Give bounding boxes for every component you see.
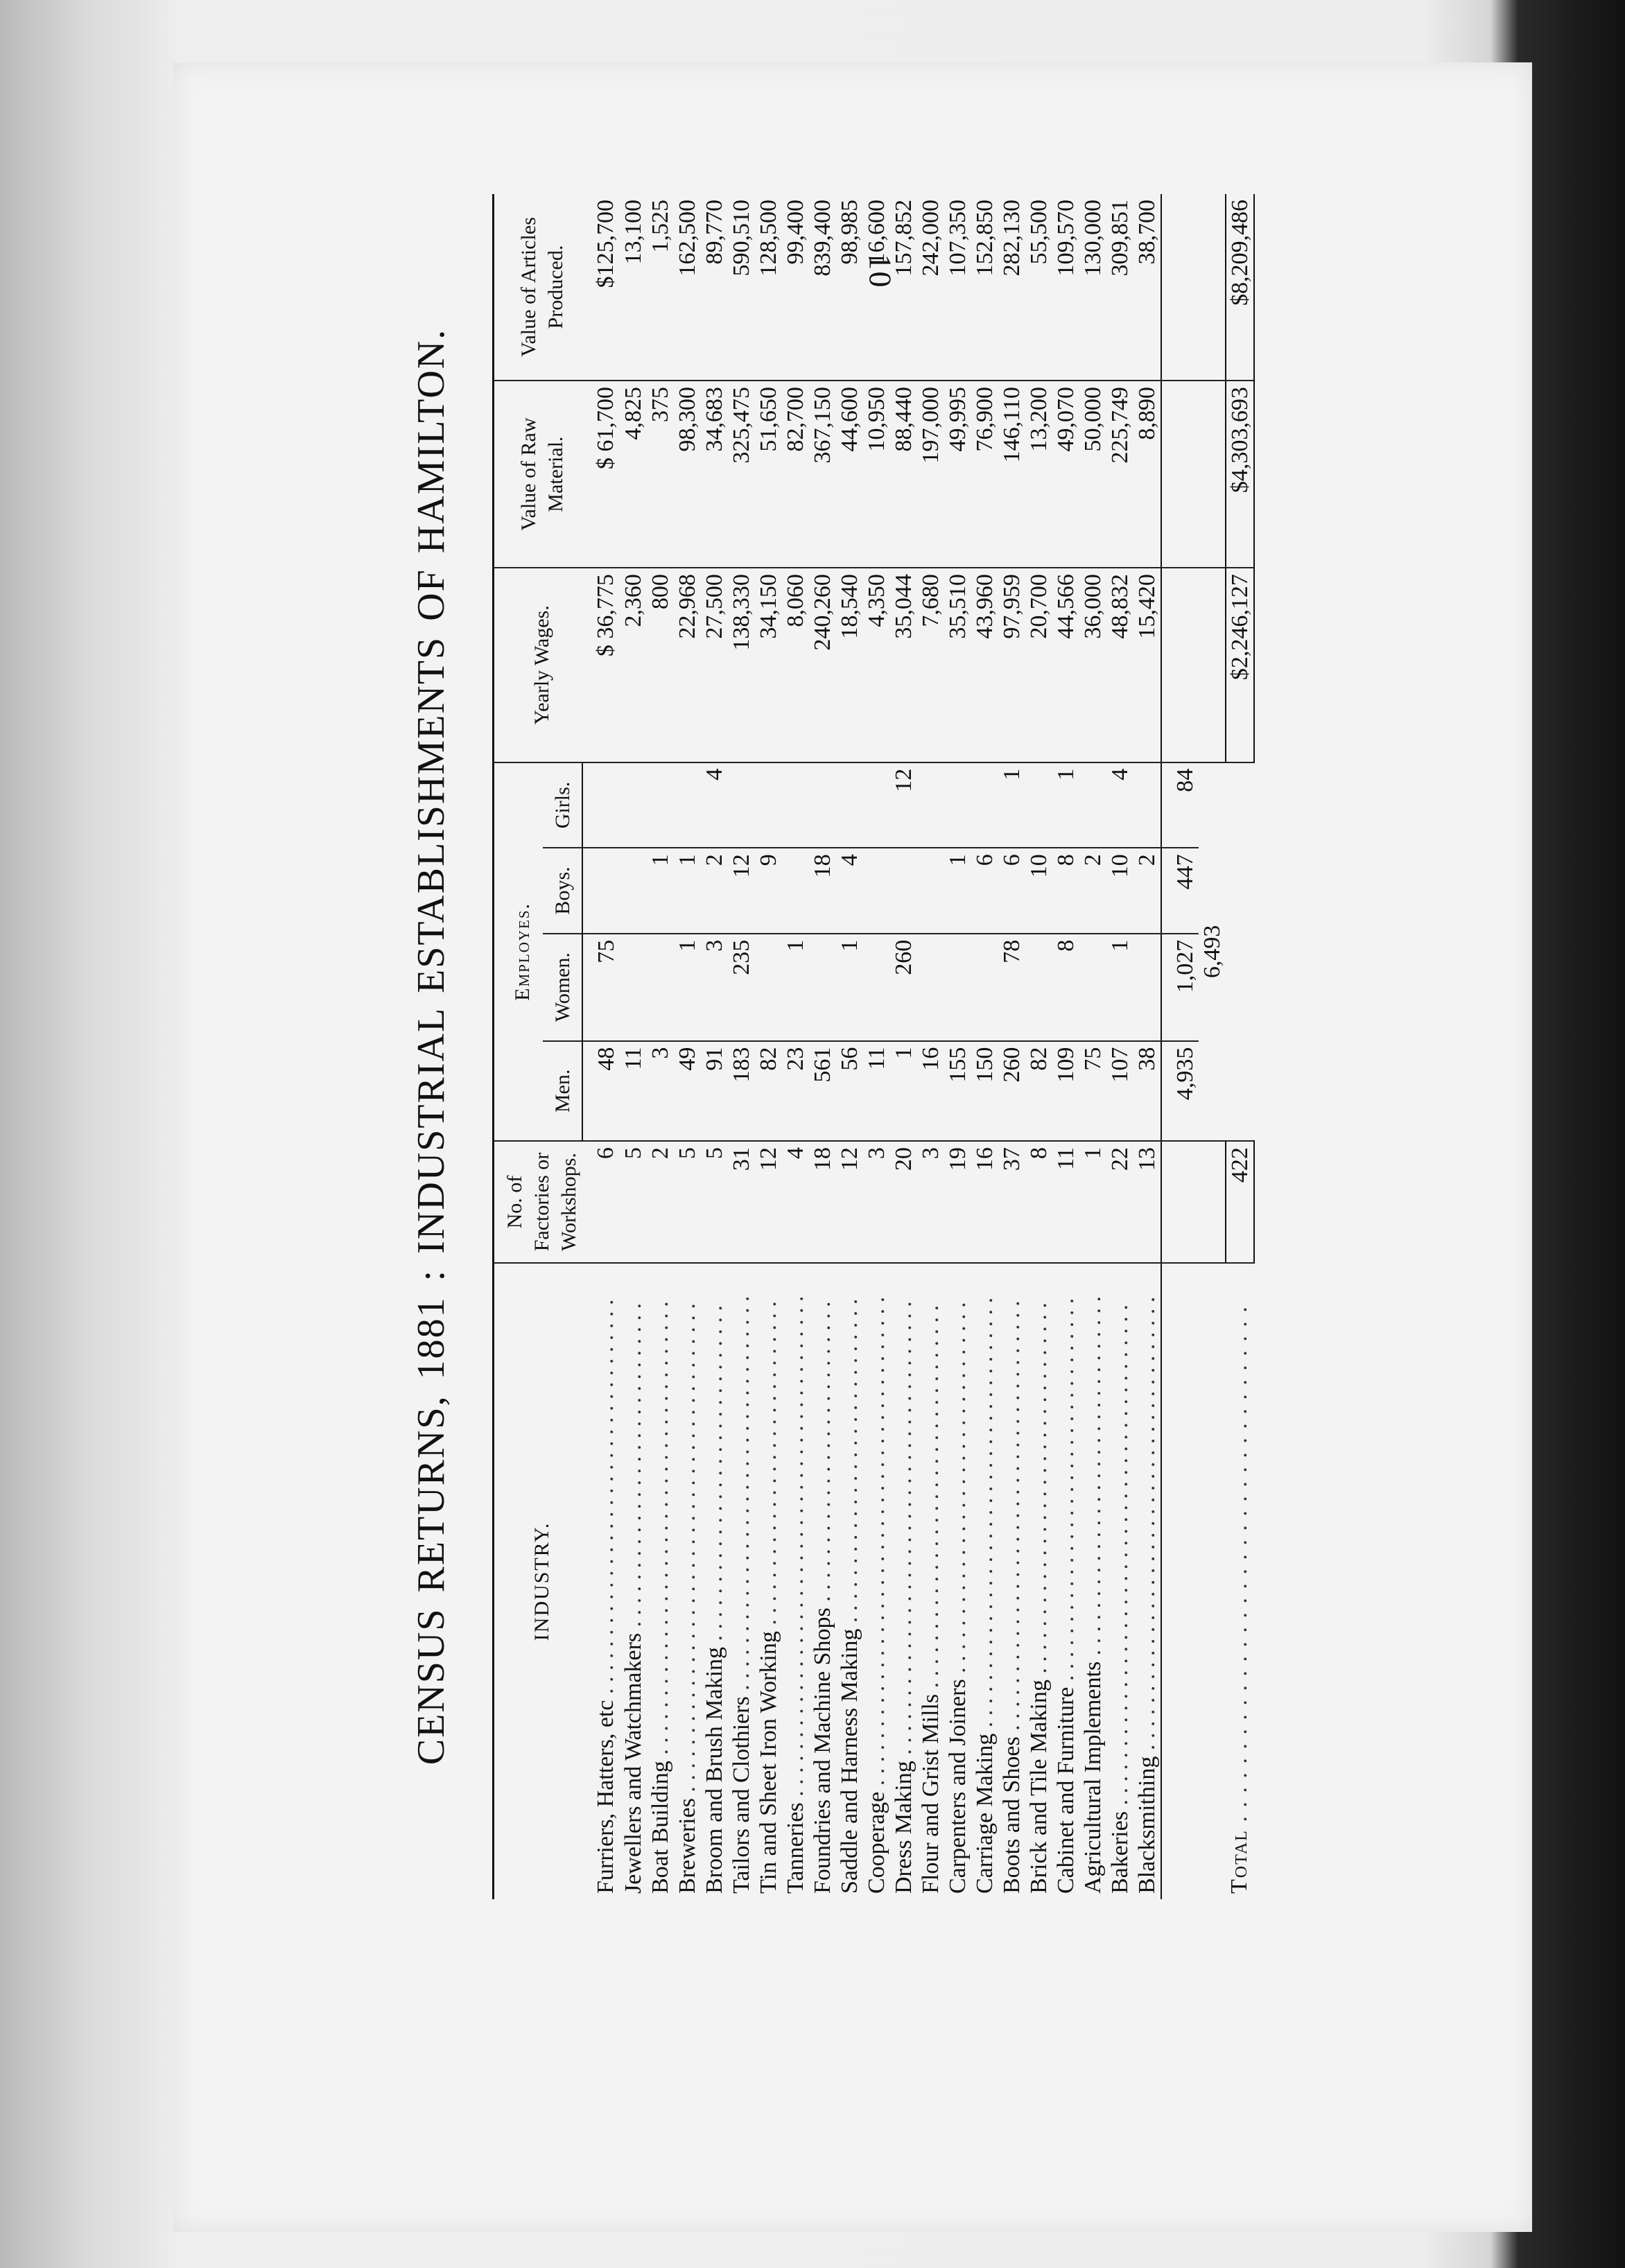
- grand-spacer-wages: [1199, 568, 1226, 762]
- table-row: [998, 194, 1025, 1899]
- cell-boys: 18: [809, 848, 836, 934]
- page-title: CENSUS RETURNS, 1881 : INDUSTRIAL ESTABLISHMENTS OF HAMILTON.: [410, 328, 453, 1765]
- cell-men: 561: [809, 1041, 836, 1141]
- cell-women: [620, 934, 647, 1041]
- industry-name: Blacksmithing . . .: [1133, 1298, 1161, 1894]
- cell-articles-produced: 107,350: [944, 194, 971, 381]
- cell-men: 183: [728, 1041, 755, 1141]
- industry-name: Broom and Brush Making . . .: [701, 1298, 728, 1894]
- table-row: [971, 194, 998, 1899]
- cell-boys: 10: [1106, 848, 1133, 934]
- cell-factories: 37: [998, 1141, 1025, 1263]
- cell-boys: 12: [728, 848, 755, 934]
- cell-yearly-wages: $ 36,775: [582, 568, 620, 762]
- total-articles-produced: $8,209,486: [1226, 194, 1254, 381]
- industry-name: Agricultural Implements . . .: [1079, 1298, 1106, 1894]
- cell-boys: [890, 848, 917, 934]
- subtotal-boys: 447: [1161, 848, 1199, 934]
- cell-boys: 8: [1052, 848, 1079, 934]
- table-totals: [1161, 194, 1254, 1899]
- cell-men: 11: [620, 1041, 647, 1141]
- cell-articles-produced: 282,130: [998, 194, 1025, 381]
- cell-yearly-wages: 4,350: [863, 568, 890, 762]
- census-table: [492, 194, 1255, 1899]
- cell-yearly-wages: 240,260: [809, 568, 836, 762]
- cell-raw-material: 146,110: [998, 381, 1025, 568]
- cell-women: [755, 934, 782, 1041]
- header-wages: Yearly Wages.: [494, 568, 583, 762]
- cell-factories: 20: [890, 1141, 917, 1263]
- industry-name: Tailors and Clothiers . . .: [728, 1298, 755, 1894]
- cell-boys: 1: [674, 848, 701, 934]
- table-row: [620, 194, 647, 1899]
- table-row: [582, 194, 620, 1899]
- table-row: [1025, 194, 1052, 1899]
- total-label: Total . . .: [1226, 1298, 1253, 1894]
- cell-girls: [1025, 762, 1052, 848]
- subtotal-spacer: [1161, 1263, 1199, 1899]
- cell-raw-material: 50,000: [1079, 381, 1106, 568]
- cell-men: 109: [1052, 1041, 1079, 1141]
- cell-industry: [809, 1263, 836, 1899]
- industry-name: Cabinet and Furniture . . .: [1052, 1298, 1079, 1894]
- total-label-cell: [1226, 1263, 1254, 1899]
- rotated-page-content: [409, 166, 1366, 1927]
- cell-girls: [755, 762, 782, 848]
- cell-factories: 31: [728, 1141, 755, 1263]
- cell-industry: [1052, 1263, 1079, 1899]
- cell-raw-material: 51,650: [755, 381, 782, 568]
- cell-yearly-wages: 7,680: [917, 568, 944, 762]
- cell-boys: 2: [1079, 848, 1106, 934]
- industry-name: Cooperage . . .: [863, 1298, 890, 1894]
- subtotal-spacer-factories: [1161, 1141, 1199, 1263]
- cell-articles-produced: 839,400: [809, 194, 836, 381]
- grand-spacer-produced: [1199, 194, 1226, 381]
- cell-yearly-wages: 43,960: [971, 568, 998, 762]
- header-employes: Employes.: [494, 762, 544, 1141]
- cell-industry: [620, 1263, 647, 1899]
- cell-boys: 2: [701, 848, 728, 934]
- cell-girls: 1: [998, 762, 1025, 848]
- cell-yearly-wages: 15,420: [1133, 568, 1161, 762]
- cell-girls: 4: [1106, 762, 1133, 848]
- cell-factories: 5: [620, 1141, 647, 1263]
- cell-yearly-wages: 36,000: [1079, 568, 1106, 762]
- table-row: [1079, 194, 1106, 1899]
- cell-boys: 10: [1025, 848, 1052, 934]
- cell-raw-material: 49,070: [1052, 381, 1079, 568]
- cell-factories: 5: [701, 1141, 728, 1263]
- cell-raw-material: 325,475: [728, 381, 755, 568]
- cell-raw-material: 367,150: [809, 381, 836, 568]
- cell-boys: [917, 848, 944, 934]
- cell-girls: [917, 762, 944, 848]
- cell-factories: 6: [582, 1141, 620, 1263]
- cell-women: 75: [582, 934, 620, 1041]
- cell-women: [809, 934, 836, 1041]
- cell-industry: [782, 1263, 809, 1899]
- industry-name: Boat Building . . .: [647, 1298, 674, 1894]
- subtotal-row: [1161, 194, 1199, 1899]
- industry-name: Tanneries . . .: [782, 1298, 809, 1894]
- cell-raw-material: 197,000: [917, 381, 944, 568]
- cell-girls: 4: [701, 762, 728, 848]
- industry-name: Tin and Sheet Iron Working . . .: [755, 1298, 782, 1894]
- cell-industry: [836, 1263, 863, 1899]
- cell-factories: 2: [647, 1141, 674, 1263]
- cell-men: 16: [917, 1041, 944, 1141]
- cell-industry: [971, 1263, 998, 1899]
- cell-men: 82: [1025, 1041, 1052, 1141]
- grand-spacer-raw: [1199, 381, 1226, 568]
- cell-girls: [944, 762, 971, 848]
- cell-men: 49: [674, 1041, 701, 1141]
- cell-men: 107: [1106, 1041, 1133, 1141]
- cell-yearly-wages: 8,060: [782, 568, 809, 762]
- cell-industry: [1106, 1263, 1133, 1899]
- industry-name: Jewellers and Watchmakers . . .: [620, 1298, 647, 1894]
- grand-spacer: [1199, 1263, 1226, 1899]
- cell-articles-produced: 38,700: [1133, 194, 1161, 381]
- cell-industry: [582, 1263, 620, 1899]
- cell-girls: [863, 762, 890, 848]
- cell-women: [1133, 934, 1161, 1041]
- cell-factories: 3: [863, 1141, 890, 1263]
- cell-industry: [890, 1263, 917, 1899]
- cell-industry: [944, 1263, 971, 1899]
- cell-boys: 4: [836, 848, 863, 934]
- cell-men: 56: [836, 1041, 863, 1141]
- cell-girls: [971, 762, 998, 848]
- header-articles-produced: Value of Articles Produced.: [494, 194, 583, 381]
- cell-yearly-wages: 48,832: [1106, 568, 1133, 762]
- cell-women: [944, 934, 971, 1041]
- cell-women: 1: [674, 934, 701, 1041]
- total-spacer-employes: [1226, 762, 1254, 1141]
- cell-women: 78: [998, 934, 1025, 1041]
- cell-raw-material: 13,200: [1025, 381, 1052, 568]
- cell-articles-produced: 1,525: [647, 194, 674, 381]
- table-row: [863, 194, 890, 1899]
- industry-name: Furriers, Hatters, etc . . .: [592, 1298, 619, 1894]
- cell-articles-produced: 109,570: [1052, 194, 1079, 381]
- cell-industry: [701, 1263, 728, 1899]
- cell-men: 260: [998, 1041, 1025, 1141]
- cell-boys: 1: [944, 848, 971, 934]
- table-row: [836, 194, 863, 1899]
- cell-raw-material: 375: [647, 381, 674, 568]
- cell-yearly-wages: 18,540: [836, 568, 863, 762]
- cell-factories: 4: [782, 1141, 809, 1263]
- subtotal-men: 4,935: [1161, 1041, 1199, 1141]
- table-row: [755, 194, 782, 1899]
- table-row: [809, 194, 836, 1899]
- table-row: [728, 194, 755, 1899]
- cell-articles-produced: 16,600: [863, 194, 890, 381]
- cell-women: [917, 934, 944, 1041]
- table-body: [582, 194, 1161, 1899]
- cell-factories: 1: [1079, 1141, 1106, 1263]
- cell-articles-produced: 162,500: [674, 194, 701, 381]
- cell-factories: 18: [809, 1141, 836, 1263]
- cell-raw-material: 4,825: [620, 381, 647, 568]
- cell-men: 3: [647, 1041, 674, 1141]
- cell-raw-material: 88,440: [890, 381, 917, 568]
- cell-boys: 6: [971, 848, 998, 934]
- cell-raw-material: 34,683: [701, 381, 728, 568]
- employes-total: 6,493: [1199, 762, 1226, 1141]
- table-row: [647, 194, 674, 1899]
- table-row: [917, 194, 944, 1899]
- cell-factories: 5: [674, 1141, 701, 1263]
- cell-factories: 22: [1106, 1141, 1133, 1263]
- cell-factories: 8: [1025, 1141, 1052, 1263]
- header-industry: INDUSTRY.: [494, 1263, 583, 1899]
- cell-industry: [647, 1263, 674, 1899]
- cell-women: 260: [890, 934, 917, 1041]
- cell-men: 82: [755, 1041, 782, 1141]
- cell-raw-material: 49,995: [944, 381, 971, 568]
- page-number: 10: [862, 254, 898, 289]
- cell-yearly-wages: 20,700: [1025, 568, 1052, 762]
- cell-articles-produced: 128,500: [755, 194, 782, 381]
- cell-articles-produced: 89,770: [701, 194, 728, 381]
- cell-raw-material: 76,900: [971, 381, 998, 568]
- industry-name: Bakeries . . .: [1106, 1298, 1133, 1894]
- industry-name: Foundries and Machine Shops . . .: [809, 1298, 836, 1894]
- cell-girls: [782, 762, 809, 848]
- industry-name: Carriage Making . . .: [971, 1298, 998, 1894]
- cell-articles-produced: 157,852: [890, 194, 917, 381]
- cell-boys: [782, 848, 809, 934]
- cell-men: 48: [582, 1041, 620, 1141]
- cell-industry: [1079, 1263, 1106, 1899]
- cell-boys: [863, 848, 890, 934]
- table-row: [782, 194, 809, 1899]
- cell-yearly-wages: 44,566: [1052, 568, 1079, 762]
- industry-name: Saddle and Harness Making . . .: [836, 1298, 863, 1894]
- cell-industry: [674, 1263, 701, 1899]
- cell-men: 23: [782, 1041, 809, 1141]
- cell-boys: 1: [647, 848, 674, 934]
- cell-girls: [582, 762, 620, 848]
- cell-factories: 3: [917, 1141, 944, 1263]
- cell-articles-produced: 13,100: [620, 194, 647, 381]
- cell-girls: [836, 762, 863, 848]
- table-row: [1106, 194, 1133, 1899]
- cell-yearly-wages: 800: [647, 568, 674, 762]
- subtotal-women: 1,027: [1161, 934, 1199, 1041]
- cell-industry: [755, 1263, 782, 1899]
- header-factories: No. of Factories or Workshops.: [494, 1141, 583, 1263]
- total-row: [1226, 194, 1254, 1899]
- table-row: [701, 194, 728, 1899]
- cell-girls: [809, 762, 836, 848]
- industry-name: Brick and Tile Making . . .: [1025, 1298, 1052, 1894]
- industry-name: Flour and Grist Mills . . .: [917, 1298, 944, 1894]
- cell-women: [863, 934, 890, 1041]
- cell-boys: 6: [998, 848, 1025, 934]
- cell-articles-produced: 309,851: [1106, 194, 1133, 381]
- cell-men: 11: [863, 1041, 890, 1141]
- cell-men: 150: [971, 1041, 998, 1141]
- cell-factories: 11: [1052, 1141, 1079, 1263]
- cell-factories: 13: [1133, 1141, 1161, 1263]
- cell-industry: [728, 1263, 755, 1899]
- cell-boys: [582, 848, 620, 934]
- cell-yearly-wages: 35,510: [944, 568, 971, 762]
- table-row: [944, 194, 971, 1899]
- cell-yearly-wages: 27,500: [701, 568, 728, 762]
- header-women: Women.: [543, 934, 582, 1041]
- industry-name: Carpenters and Joiners . . .: [944, 1298, 971, 1894]
- subtotal-girls: 84: [1161, 762, 1199, 848]
- cell-articles-produced: 152,850: [971, 194, 998, 381]
- cell-girls: [728, 762, 755, 848]
- cell-articles-produced: 55,500: [1025, 194, 1052, 381]
- cell-yearly-wages: 35,044: [890, 568, 917, 762]
- cell-industry: [998, 1263, 1025, 1899]
- cell-factories: 12: [836, 1141, 863, 1263]
- total-factories: 422: [1226, 1141, 1254, 1263]
- cell-women: 1: [836, 934, 863, 1041]
- cell-girls: [674, 762, 701, 848]
- industry-name: Boots and Shoes . . .: [998, 1298, 1025, 1894]
- cell-articles-produced: $125,700: [582, 194, 620, 381]
- cell-articles-produced: 99,400: [782, 194, 809, 381]
- cell-raw-material: 8,890: [1133, 381, 1161, 568]
- cell-raw-material: 10,950: [863, 381, 890, 568]
- cell-industry: [863, 1263, 890, 1899]
- cell-girls: [620, 762, 647, 848]
- cell-men: 38: [1133, 1041, 1161, 1141]
- cell-women: [1079, 934, 1106, 1041]
- cell-articles-produced: 130,000: [1079, 194, 1106, 381]
- cell-women: [647, 934, 674, 1041]
- cell-boys: [620, 848, 647, 934]
- cell-girls: [647, 762, 674, 848]
- subtotal-spacer-wages: [1161, 568, 1199, 762]
- header-girls: Girls.: [543, 762, 582, 848]
- cell-industry: [1025, 1263, 1052, 1899]
- cell-yearly-wages: 34,150: [755, 568, 782, 762]
- cell-yearly-wages: 2,360: [620, 568, 647, 762]
- cell-women: 3: [701, 934, 728, 1041]
- cell-girls: 12: [890, 762, 917, 848]
- cell-yearly-wages: 22,968: [674, 568, 701, 762]
- cell-raw-material: $ 61,700: [582, 381, 620, 568]
- cell-factories: 12: [755, 1141, 782, 1263]
- header-raw-material: Value of Raw Material.: [494, 381, 583, 568]
- grand-spacer-factories: [1199, 1141, 1226, 1263]
- cell-articles-produced: 242,000: [917, 194, 944, 381]
- cell-factories: 19: [944, 1141, 971, 1263]
- employes-total-row: [1199, 194, 1226, 1899]
- total-wages: $2,246,127: [1226, 568, 1254, 762]
- cell-women: [1025, 934, 1052, 1041]
- cell-men: 1: [890, 1041, 917, 1141]
- cell-articles-produced: 590,510: [728, 194, 755, 381]
- cell-raw-material: 82,700: [782, 381, 809, 568]
- cell-industry: [1133, 1263, 1161, 1899]
- cell-boys: 2: [1133, 848, 1161, 934]
- cell-raw-material: 98,300: [674, 381, 701, 568]
- cell-women: 1: [1106, 934, 1133, 1041]
- table-row: [1133, 194, 1161, 1899]
- table-row: [674, 194, 701, 1899]
- cell-girls: 1: [1052, 762, 1079, 848]
- cell-women: 235: [728, 934, 755, 1041]
- subtotal-spacer-raw: [1161, 381, 1199, 568]
- cell-women: 8: [1052, 934, 1079, 1041]
- cell-articles-produced: 98,985: [836, 194, 863, 381]
- cell-yearly-wages: 97,959: [998, 568, 1025, 762]
- cell-women: 1: [782, 934, 809, 1041]
- subtotal-spacer-produced: [1161, 194, 1199, 381]
- cell-boys: 9: [755, 848, 782, 934]
- cell-raw-material: 44,600: [836, 381, 863, 568]
- cell-women: [971, 934, 998, 1041]
- industry-name: Breweries . . .: [674, 1298, 701, 1894]
- header-boys: Boys.: [543, 848, 582, 934]
- cell-yearly-wages: 138,330: [728, 568, 755, 762]
- cell-raw-material: 225,749: [1106, 381, 1133, 568]
- table-row: [1052, 194, 1079, 1899]
- cell-girls: [1079, 762, 1106, 848]
- cell-industry: [917, 1263, 944, 1899]
- industry-name: Dress Making . . .: [890, 1298, 917, 1894]
- cell-men: 155: [944, 1041, 971, 1141]
- cell-factories: 16: [971, 1141, 998, 1263]
- cell-men: 75: [1079, 1041, 1106, 1141]
- header-men: Men.: [543, 1041, 582, 1141]
- total-raw-material: $4,303,693: [1226, 381, 1254, 568]
- cell-men: 91: [701, 1041, 728, 1141]
- cell-girls: [1133, 762, 1161, 848]
- table-row: [890, 194, 917, 1899]
